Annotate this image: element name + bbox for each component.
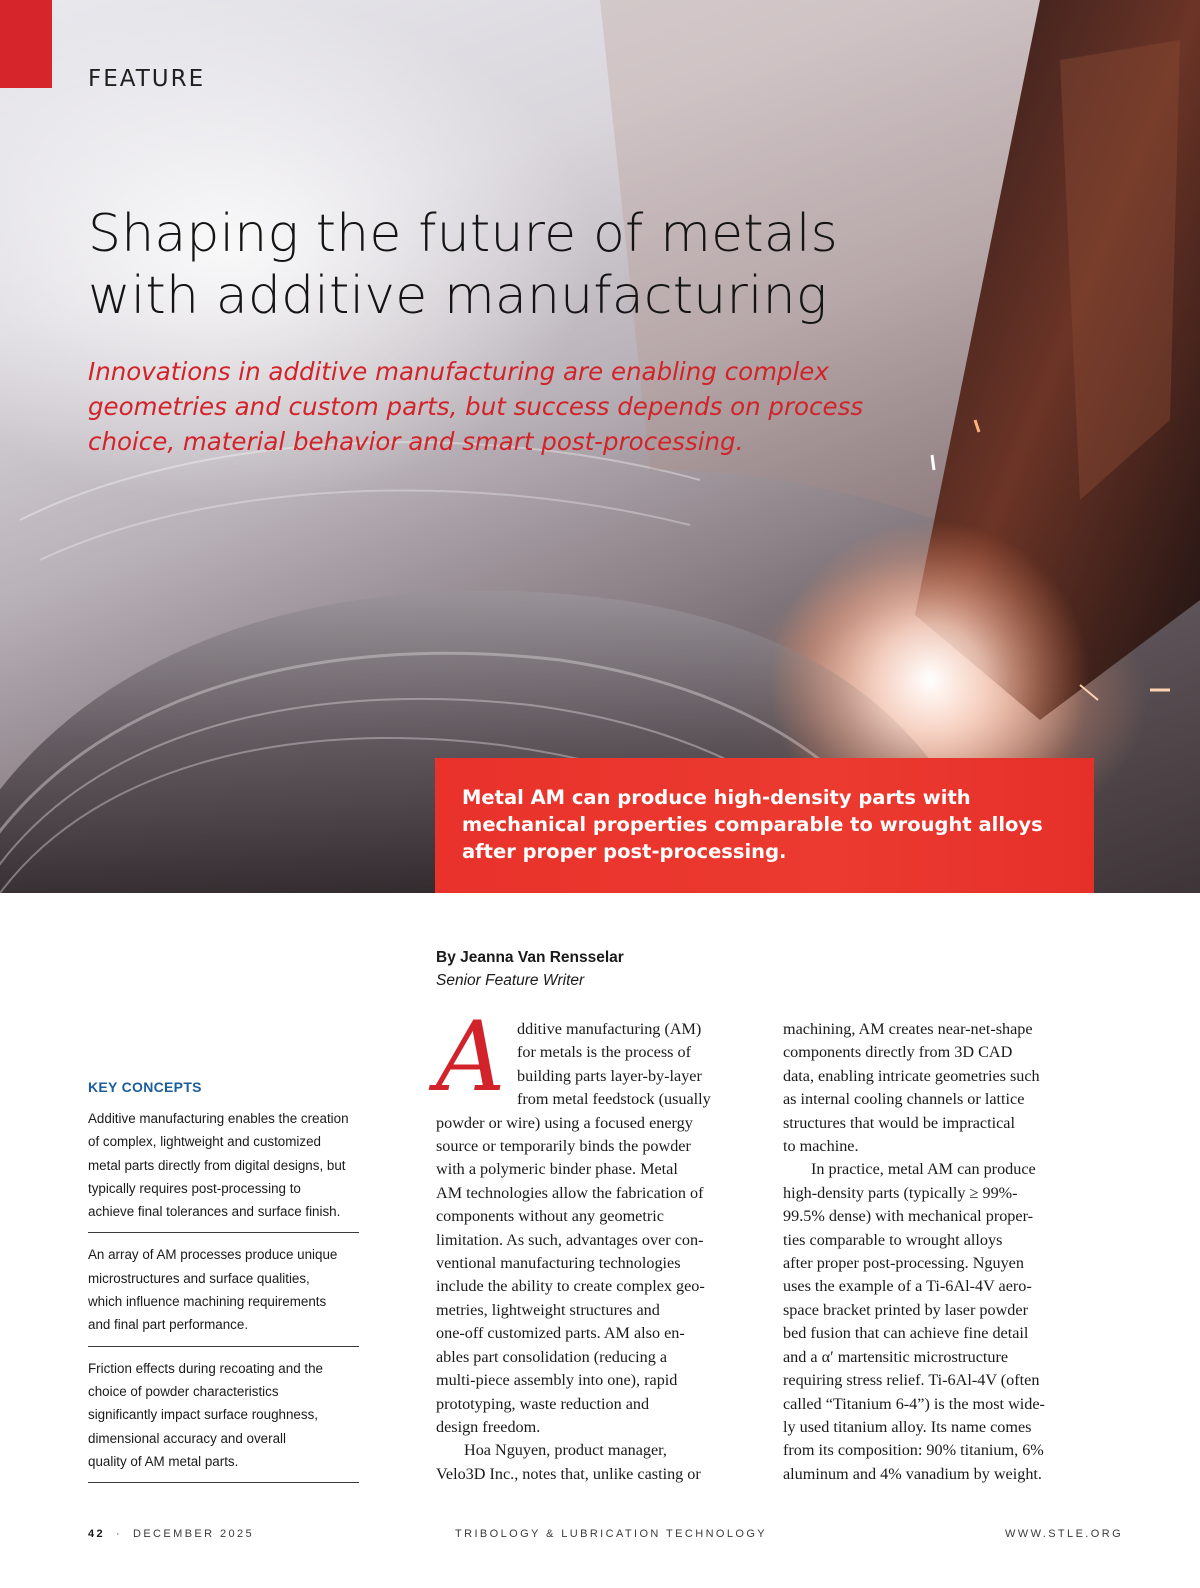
key-concept-line: metal parts directly from digital designs, but	[88, 1157, 346, 1173]
body-line: structures that would be impractical	[783, 1113, 1015, 1132]
subheadline-line: Innovations in additive manufacturing are enabling complex	[88, 357, 829, 386]
body-line: 99.5% dense) with mechanical proper-	[783, 1207, 1034, 1226]
body-line: space bracket printed by laser powder	[783, 1300, 1028, 1319]
subheadline-line: choice, material behavior and smart post-processing.	[88, 427, 744, 456]
key-concept-item	[88, 1107, 359, 1233]
body-line: prototyping, waste reduction and	[436, 1394, 650, 1413]
body-line: data, enabling intricate geometries such	[783, 1066, 1040, 1085]
body-line: metries, lightweight structures and	[436, 1300, 660, 1319]
body-column-1	[436, 1001, 756, 1486]
key-concept-line: of complex, lightweight and customized	[88, 1134, 321, 1150]
section-color-tab	[0, 0, 52, 88]
body-line: Hoa Nguyen, product manager,	[464, 1441, 667, 1460]
page-number: 42	[88, 1528, 106, 1540]
body-line: to machine.	[783, 1137, 859, 1156]
key-concepts-sidebar	[88, 1079, 359, 1493]
body-line: include the ability to create complex geo-	[436, 1277, 705, 1296]
website-url: WWW.STLE.ORG	[1005, 1528, 1124, 1540]
publication-name: TRIBOLOGY & LUBRICATION TECHNOLOGY	[455, 1528, 768, 1540]
callout-line: mechanical properties comparable to wrought alloys	[462, 813, 1043, 836]
section-label: FEATURE	[88, 66, 206, 92]
body-column-2	[783, 1018, 1103, 1486]
body-line: one-off customized parts. AM also en-	[436, 1324, 685, 1343]
key-concept-line: choice of powder characteristics	[88, 1383, 279, 1399]
footer-page-info	[88, 1528, 254, 1540]
body-line: as internal cooling channels or lattice	[783, 1090, 1025, 1109]
body-line: ventional manufacturing technologies	[436, 1254, 681, 1273]
subheadline-line: geometries and custom parts, but success depends on process	[88, 392, 864, 421]
body-line: uses the example of a Ti-6Al-4V aero-	[783, 1277, 1032, 1296]
body-line: machining, AM creates near-net-shape	[783, 1020, 1033, 1038]
body-line: building parts layer-by-layer	[517, 1066, 702, 1085]
author-name: By Jeanna Van Rensselar	[436, 949, 624, 966]
key-concept-line: achieve final tolerances and surface finish.	[88, 1204, 341, 1220]
key-concept-line: microstructures and surface qualities,	[88, 1270, 310, 1286]
callout-line: after proper post-processing.	[462, 840, 787, 863]
body-line: design freedom.	[436, 1417, 541, 1436]
key-concept-line: Friction effects during recoating and the	[88, 1360, 323, 1376]
key-concept-line: Additive manufacturing enables the creation	[88, 1111, 349, 1126]
body-line: components without any geometric	[436, 1207, 664, 1226]
key-concept-item	[88, 1243, 359, 1346]
body-line: limitation. As such, advantages over con-	[436, 1230, 704, 1249]
body-line: components directly from 3D CAD	[783, 1043, 1013, 1062]
body-line: after proper post-processing. Nguyen	[783, 1254, 1024, 1273]
body-line: aluminum and 4% vanadium by weight.	[783, 1464, 1042, 1483]
body-line: from metal feedstock (usually	[517, 1090, 711, 1109]
body-line: requiring stress relief. Ti-6Al-4V (often	[783, 1371, 1040, 1390]
key-concept-line: An array of AM processes produce unique	[88, 1247, 338, 1263]
body-line: In practice, metal AM can produce	[811, 1160, 1036, 1179]
body-line: source or temporarily binds the powder	[436, 1137, 691, 1156]
key-concept-line: quality of AM metal parts.	[88, 1453, 239, 1469]
headline-line: with additive manufacturing	[88, 266, 828, 326]
pull-quote-callout	[435, 758, 1094, 893]
body-line: from its composition: 90% titanium, 6%	[783, 1441, 1044, 1460]
body-line: Velo3D Inc., notes that, unlike casting or	[436, 1464, 701, 1483]
body-line: dditive manufacturing (AM)	[517, 1020, 702, 1038]
callout-line: Metal AM can produce high-density parts with	[462, 786, 971, 809]
body-line: and a α′ martensitic microstructure	[783, 1347, 1009, 1366]
issue-date: DECEMBER 2025	[132, 1528, 255, 1540]
body-line: ties comparable to wrought alloys	[783, 1230, 1003, 1249]
body-line: ly used titanium alloy. Its name comes	[783, 1417, 1032, 1436]
drop-cap: A	[436, 1001, 506, 1113]
body-line: AM technologies allow the fabrication of	[436, 1183, 704, 1202]
body-line: bed fusion that can achieve fine detail	[783, 1324, 1029, 1343]
key-concept-item	[88, 1357, 359, 1483]
body-line: multi-piece assembly into one), rapid	[436, 1371, 678, 1390]
key-concept-line: which influence machining requirements	[88, 1294, 327, 1310]
subheadline	[88, 354, 968, 459]
headline	[88, 203, 948, 327]
byline	[436, 949, 624, 990]
body-line: for metals is the process of	[517, 1043, 691, 1062]
key-concept-line: typically requires post-processing to	[88, 1180, 301, 1196]
key-concepts-title: KEY CONCEPTS	[88, 1079, 202, 1095]
body-line: ables part consolidation (reducing a	[436, 1347, 668, 1366]
body-line: high-density parts (typically ≥ 99%-	[783, 1183, 1018, 1202]
body-line: powder or wire) using a focused energy	[436, 1113, 693, 1132]
headline-line: Shaping the future of metals	[88, 204, 838, 264]
author-role: Senior Feature Writer	[436, 972, 585, 989]
body-line: called “Titanium 6-4”) is the most wide-	[783, 1394, 1045, 1413]
key-concept-line: and final part performance.	[88, 1317, 249, 1333]
body-line: with a polymeric binder phase. Metal	[436, 1160, 678, 1179]
key-concept-line: dimensional accuracy and overall	[88, 1430, 286, 1446]
footer-separator: ·	[115, 1528, 123, 1540]
key-concept-line: significantly impact surface roughness,	[88, 1407, 318, 1423]
